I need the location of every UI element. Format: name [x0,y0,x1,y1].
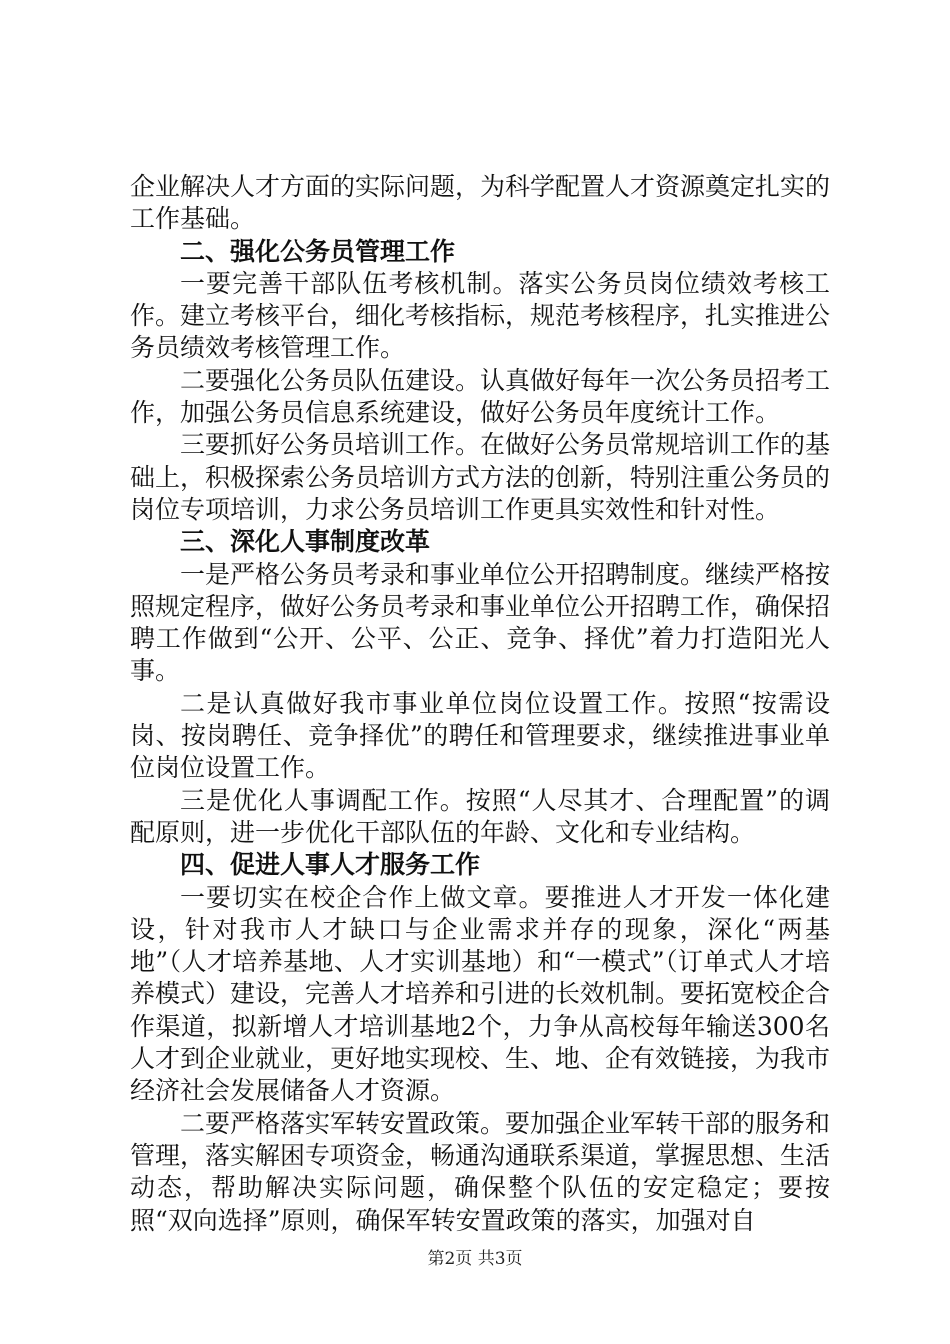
document-body [130,171,830,1237]
paragraph: 一要切实在校企合作上做文章。要推进人才开发一体化建设，针对我市人才缺口与企业需求并存的现象，深化“两基地”（人才培养基地、人才实训基地）和“一模式”（订单式人才培养模式）建设，完善人才培养和引进的长效机制。要拓宽校企合作渠道，拟新增人才培训基地2个，力争从高校每年输送300名人才到企业就业，更好地实现校、生、地、企有效链接，为我市经济社会发展储备人才资源。 [130,882,831,1106]
page-number-footer: 第2页 共3页 [427,1249,523,1269]
paragraph: 二是认真做好我市事业单位岗位设置工作。按照“按需设岗、按岗聘任、竞争择优”的聘任和管理要求，继续推进事业单位岗位设置工作。 [130,688,830,783]
paragraph: 一要完善干部队伍考核机制。落实公务员岗位绩效考核工作。建立考核平台，细化考核指标，规范考核程序，扎实推进公务员绩效考核管理工作。 [130,268,831,363]
paragraph: 二要严格落实军转安置政策。要加强企业军转干部的服务和管理，落实解困专项资金，畅通沟通联系渠道，掌握思想、生活动态，帮助解决实际问题，确保整个队伍的安定稳定；要按照“双向选择”原则，确保军转安置政策的落实，加强对自 [130,1108,831,1235]
paragraph: 三要抓好公务员培训工作。在做好公务员常规培训工作的基础上，积极探索公务员培训方式方法的创新，特别注重公务员的岗位专项培训，力求公务员培训工作更具实效性和针对性。 [130,430,831,524]
paragraph: 二要强化公务员队伍建设。认真做好每年一次公务员招考工作，加强公务员信息系统建设，做好公务员年度统计工作。 [130,365,831,428]
section-heading: 二、强化公务员管理工作 [180,236,456,266]
section-heading: 三、深化人事制度改革 [180,527,431,557]
paragraph: 三是优化人事调配工作。按照“人尽其才、合理配置”的调配原则，进一步优化干部队伍的年龄、文化和专业结构。 [130,785,830,847]
paragraph: 一是严格公务员考录和事业单位公开招聘制度。继续严格按照规定程序，做好公务员考录和事业单位公开招聘工作，确保招聘工作做到“公开、公平、公正、竞争、择优”着力打造阳光人事。 [130,559,831,686]
paragraph: 企业解决人才方面的实际问题，为科学配置人才资源奠定扎实的工作基础。 [130,172,831,234]
section-heading: 四、促进人事人才服务工作 [180,850,481,880]
